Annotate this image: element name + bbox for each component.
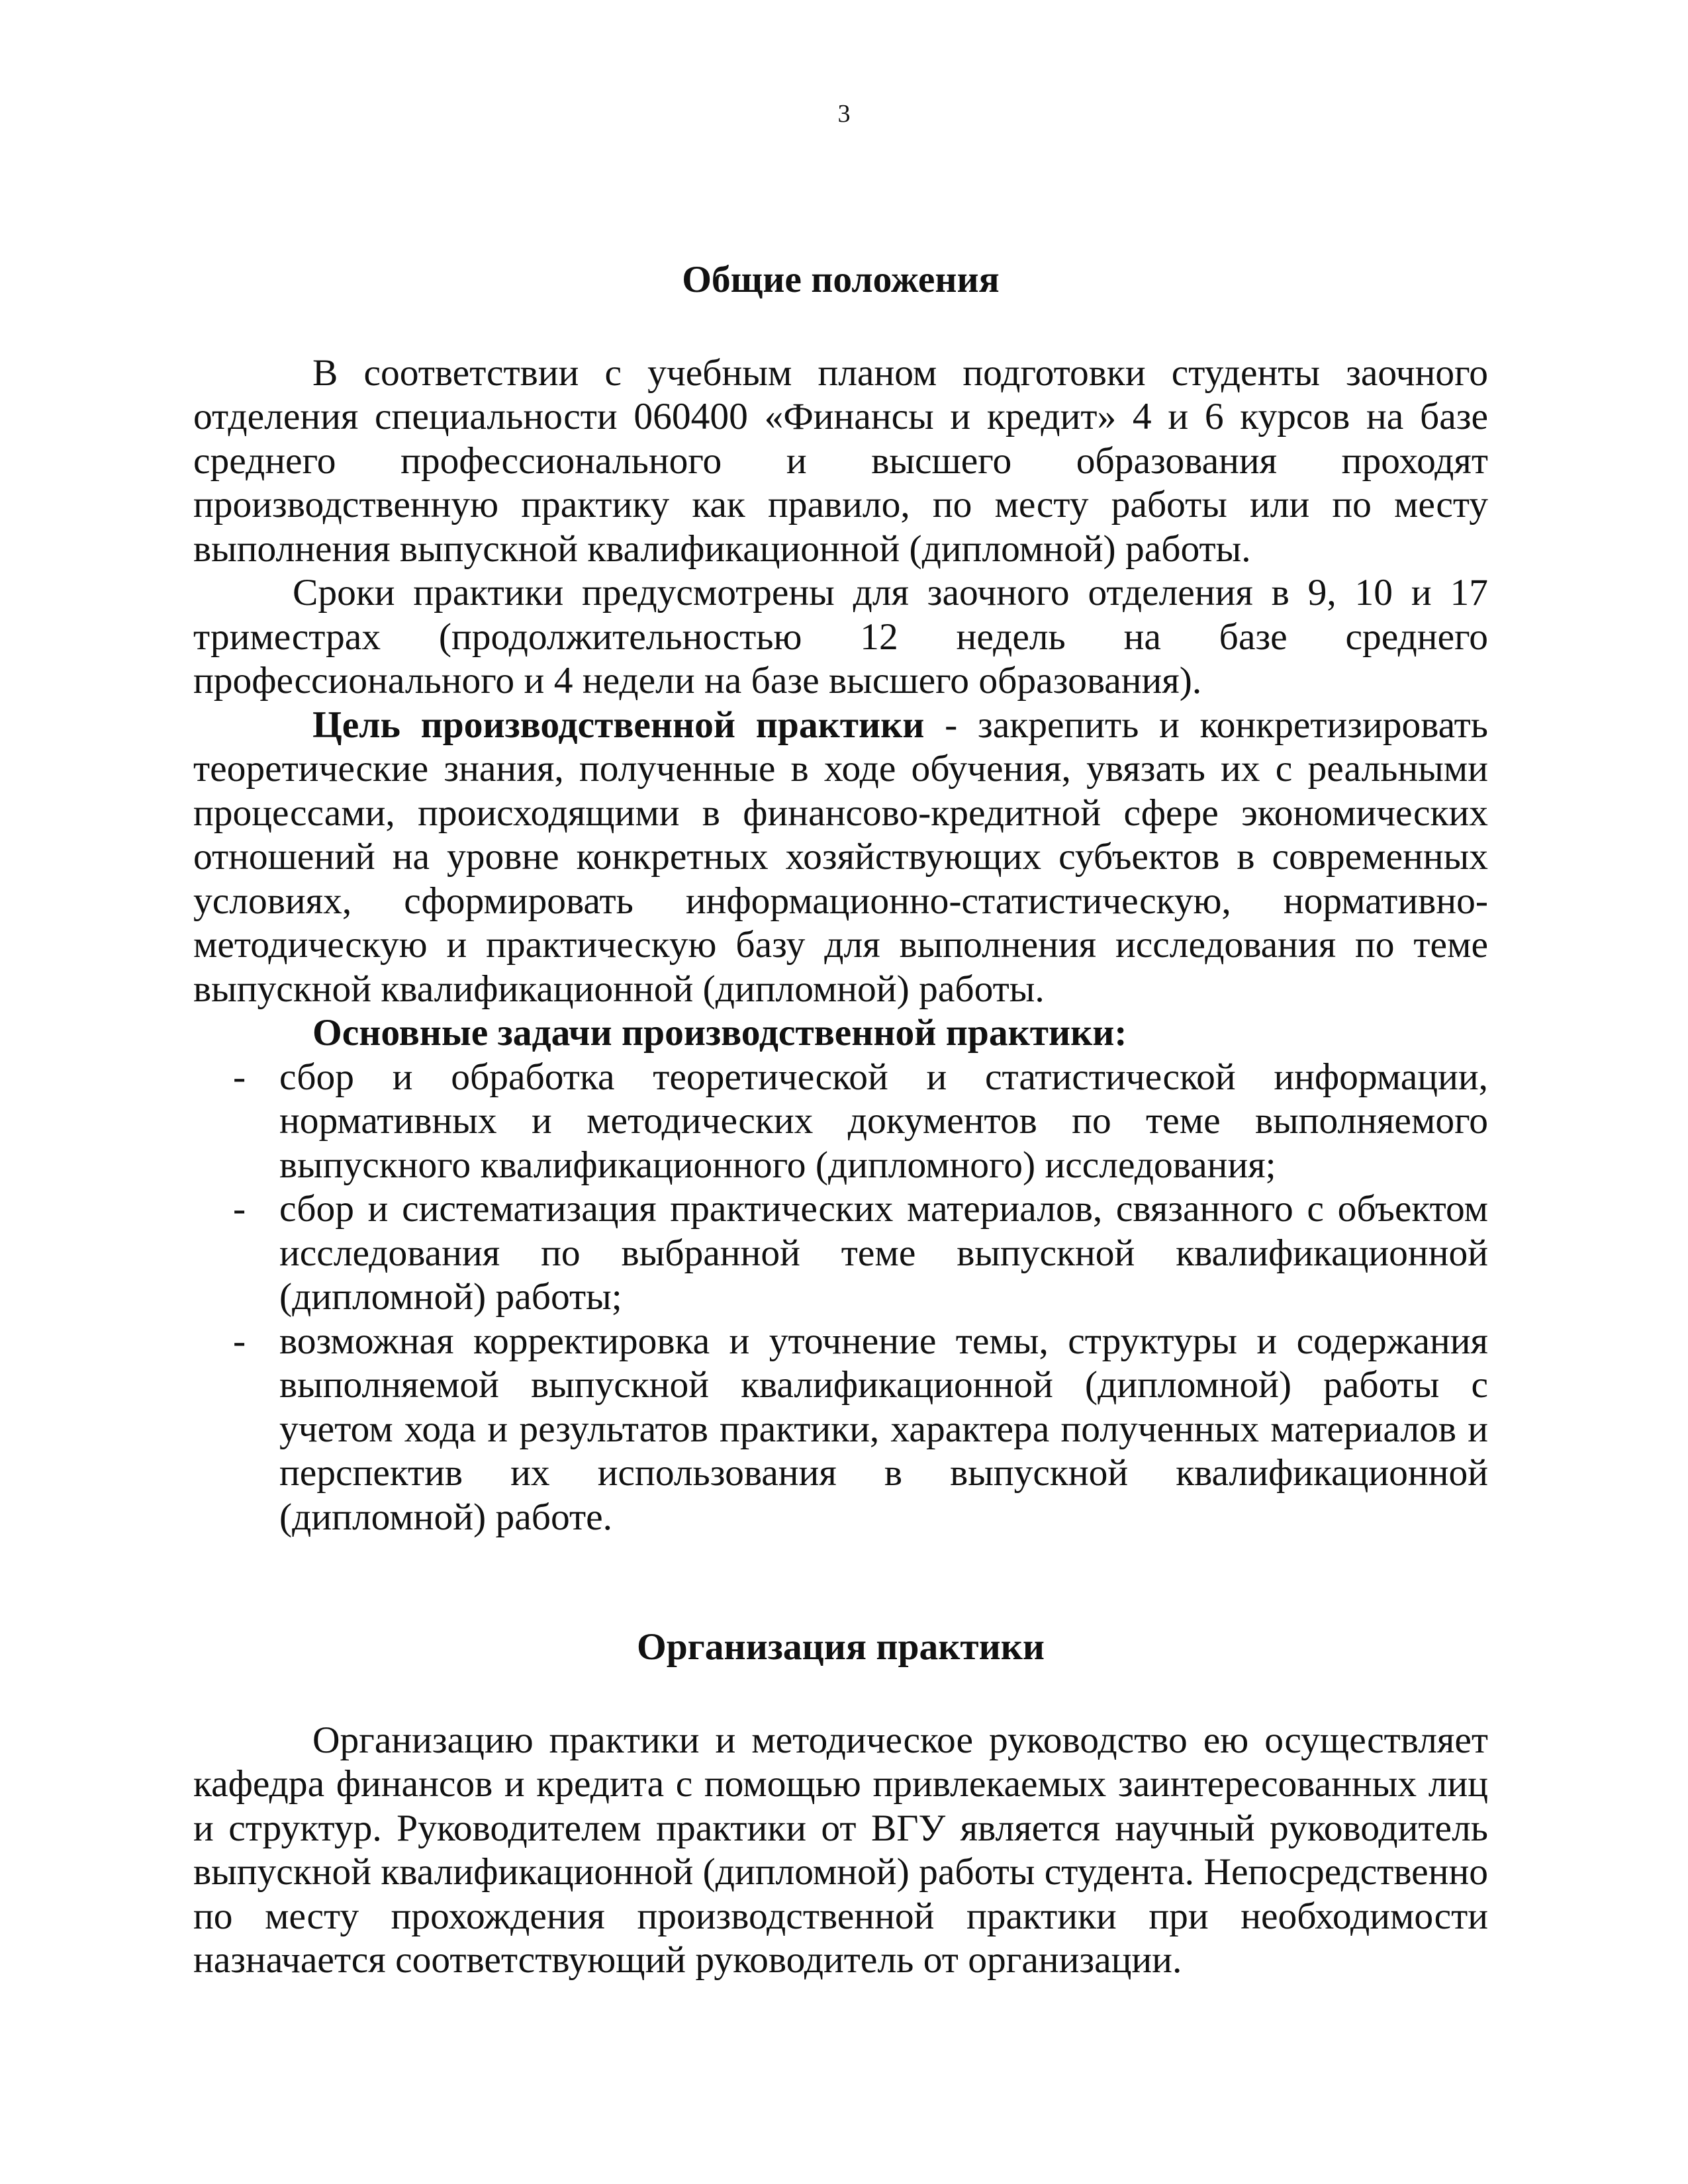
list-dash: - [233,1056,246,1098]
list-dash: - [233,1188,246,1230]
tasks-list [193,1056,1488,1540]
goal-label: Цель производственной практики [312,704,925,746]
page-number: 3 [837,100,851,128]
section-heading-general: Общие положения [682,259,1000,300]
goal-text: - закрепить и конкретизировать теоретические знания, полученные в ходе обучения, увязать их с реальными процессами, происходящими в финансово-кредитной сфере экономических отношений на уровне конкретных хозяйствующих субъектов в современных условиях, сформировать информационно-статистическую, нормативно-методическую и практическую базу для выполнения исследования по теме выпускной квалификационной (дипломной) работы. [193,704,1488,1010]
task-text: возможная корректировка и уточнение темы, структуры и содержания выполняемой выпускной квалификационной (дипломной) работы с учетом хода и результатов практики, характера полученных материалов и перспектив их использования в выпускной квалификационной (дипломной) работе. [279,1320,1488,1538]
list-dash: - [233,1320,246,1362]
paragraph-curriculum: В соответствии с учебным планом подготовки студенты заочного отделения специальности 060400 «Финансы и кредит» 4 и 6 курсов на базе среднего профессионального и высшего образования проходят производственную практику как правило, по месту работы или по месту выполнения выпускной квалификационной (дипломной) работы. [193,351,1488,570]
task-item [193,1056,1488,1188]
task-text: сбор и систематизация практических материалов, связанного с объектом исследования по выбранной теме выпускной квалификационной (дипломной) работы; [279,1188,1488,1318]
task-text: сбор и обработка теоретической и статистической информации, нормативных и методических документов по теме выполняемого выпускного квалификационного (дипломного) исследования; [279,1056,1488,1186]
paragraph-goal [193,704,1488,1012]
tasks-heading: Основные задачи производственной практики: [312,1012,1127,1054]
paragraph-terms: Сроки практики предусмотрены для заочного отделения в 9, 10 и 17 триместрах (продолжительностью 12 недель на базе среднего профессионального и 4 недели на базе высшего образования). [193,572,1488,702]
document-body [193,258,1488,1983]
section-heading-organization: Организация практики [636,1626,1045,1668]
task-item [193,1187,1488,1320]
task-item [193,1320,1488,1540]
paragraph-organization: Организацию практики и методическое руководство ею осуществляет кафедра финансов и кредита с помощью привлекаемых заинтересованных лиц и структур. Руководителем практики от ВГУ является научный руководитель выпускной квалификационной (дипломной) работы студента. Непосредственно по месту прохождения производственной практики при необходимости назначается соответствующий руководитель от организации. [193,1719,1488,1981]
